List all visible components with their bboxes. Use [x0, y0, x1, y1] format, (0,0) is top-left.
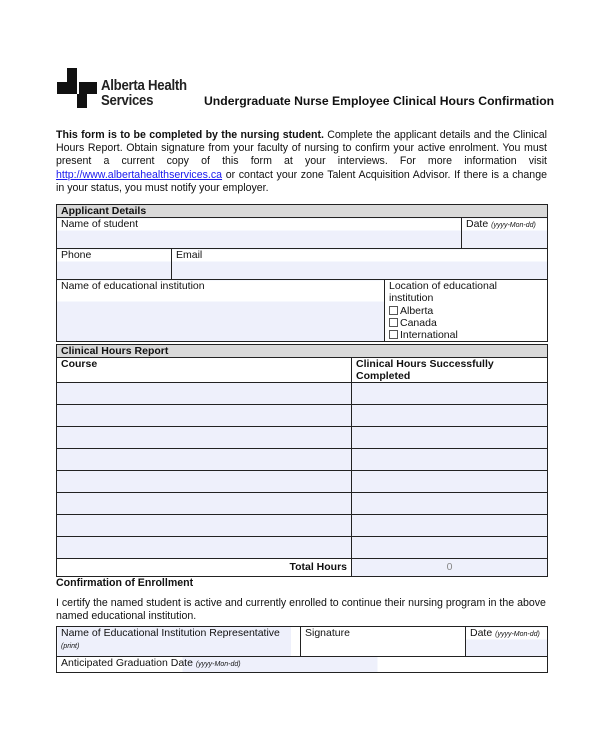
checkbox[interactable] — [389, 330, 398, 339]
date-label: Date — [470, 627, 493, 639]
hours-header: Clinical Hours Report — [57, 345, 548, 358]
instructions-text-2: or contact your zone Talent Acquisition Advisor. If there is a change in your status, you must notify your employer. — [56, 168, 547, 194]
ahs-link[interactable]: http://www.albertahealthservices.ca — [56, 168, 223, 181]
date-format: (yyyy-Mon-dd) — [491, 222, 536, 229]
email-field[interactable] — [172, 249, 548, 280]
course-input[interactable] — [57, 471, 352, 493]
hours-input[interactable] — [352, 537, 548, 559]
total-hours-value: 0 — [352, 559, 548, 577]
location-label: Location of educational institution — [389, 280, 497, 305]
date-label: Date — [466, 218, 489, 230]
course-row — [57, 471, 548, 493]
date-format: (yyyy-Mon-dd) — [495, 631, 540, 638]
signature-label: Signature — [305, 627, 350, 639]
phone-label: Phone — [61, 249, 92, 261]
option-international[interactable] — [389, 329, 543, 341]
brand-line1: Alberta Health — [101, 77, 187, 94]
course-input[interactable] — [57, 515, 352, 537]
confirmation-text: I certify the named student is active and currently enrolled to continue their nursing program in the above named educational institution. — [56, 597, 546, 622]
institution-label: Name of educational institution — [61, 280, 205, 292]
clinical-hours-table — [56, 344, 548, 577]
option-canada[interactable] — [389, 317, 543, 329]
option-label: Alberta — [400, 304, 434, 317]
checkbox[interactable] — [389, 318, 398, 327]
signature-field[interactable] — [301, 627, 466, 657]
hours-input[interactable] — [352, 427, 548, 449]
course-row — [57, 493, 548, 515]
alberta-health-services-logo — [57, 68, 97, 108]
date-field[interactable] — [462, 218, 548, 249]
applicant-details-table — [56, 204, 548, 342]
confirmation-date-field[interactable] — [466, 627, 548, 657]
graduation-date-field[interactable] — [57, 657, 548, 673]
confirmation-heading: Confirmation of Enrollment — [56, 577, 194, 589]
brand-line2: Services — [101, 92, 154, 109]
course-input[interactable] — [57, 405, 352, 427]
rep-note: (print) — [61, 643, 80, 650]
institution-field[interactable] — [57, 280, 385, 342]
course-input[interactable] — [57, 537, 352, 559]
course-input[interactable] — [57, 383, 352, 405]
student-name-field[interactable] — [57, 218, 462, 249]
option-alberta[interactable] — [389, 305, 543, 317]
email-label: Email — [176, 249, 203, 261]
course-row — [57, 537, 548, 559]
confirmation-table — [56, 626, 548, 673]
location-group — [385, 280, 548, 342]
total-hours-label: Total Hours — [57, 559, 352, 577]
option-label: International — [400, 329, 458, 342]
hours-input[interactable] — [352, 493, 548, 515]
course-input[interactable] — [57, 493, 352, 515]
hours-input[interactable] — [352, 515, 548, 537]
course-row — [57, 405, 548, 427]
grad-label: Anticipated Graduation Date — [61, 657, 193, 669]
hours-col-header: Clinical Hours Successfully Completed — [352, 358, 548, 383]
form-title: Undergraduate Nurse Employee Clinical Hours Confirmation — [204, 94, 555, 108]
course-row — [57, 449, 548, 471]
course-input[interactable] — [57, 449, 352, 471]
brand-name — [101, 78, 187, 108]
course-row — [57, 427, 548, 449]
course-row — [57, 515, 548, 537]
grad-format: (yyyy-Mon-dd) — [195, 661, 241, 668]
option-label: Canada — [400, 316, 437, 329]
student-name-label: Name of student — [61, 218, 139, 230]
hours-input[interactable] — [352, 383, 548, 405]
course-input[interactable] — [57, 427, 352, 449]
instructions — [56, 129, 547, 195]
hours-input[interactable] — [352, 449, 548, 471]
instructions-bold: This form is to be completed by the nursing student. — [56, 129, 324, 141]
rep-label: Name of Educational Institution Representative — [61, 627, 280, 639]
hours-input[interactable] — [352, 471, 548, 493]
instructions-text: Complete the applicant details and the Clinical Hours Report. Obtain signature from your faculty of nursing to confirm your active enrolment. You must present a current copy of this form at your interviews. For more information visit — [56, 129, 547, 168]
representative-field[interactable] — [57, 627, 301, 657]
course-col-header: Course — [57, 358, 352, 383]
phone-field[interactable] — [57, 249, 172, 280]
checkbox[interactable] — [389, 306, 398, 315]
course-row — [57, 383, 548, 405]
applicant-header: Applicant Details — [57, 205, 548, 218]
hours-input[interactable] — [352, 405, 548, 427]
